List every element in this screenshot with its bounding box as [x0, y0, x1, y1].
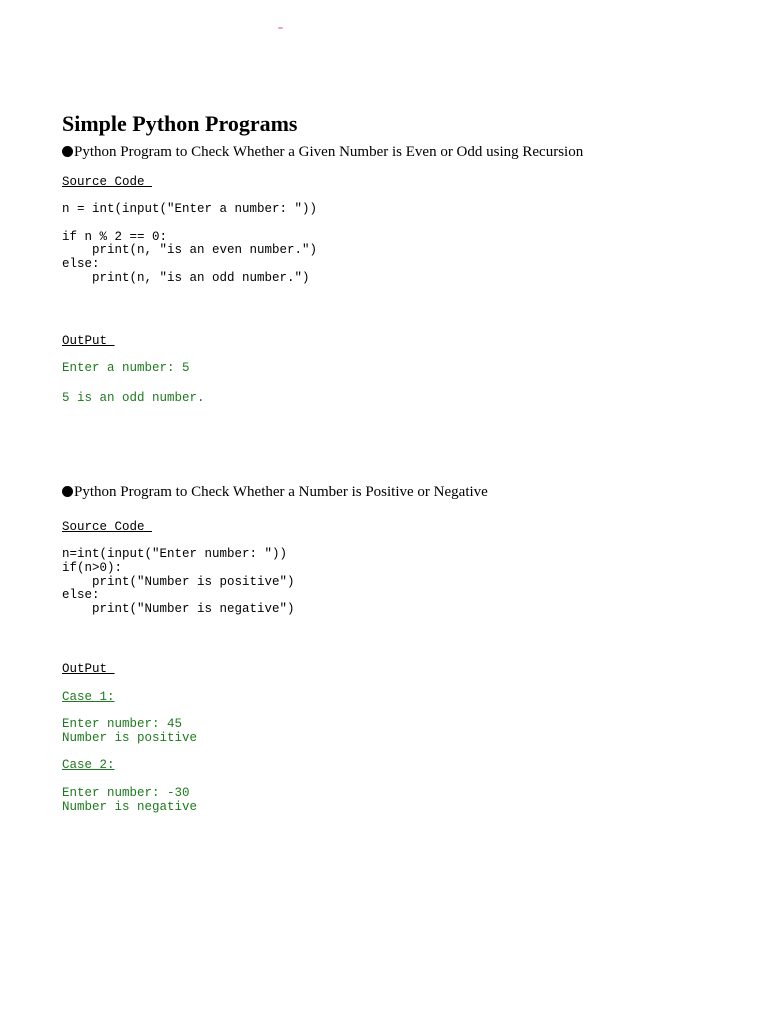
- output-line: Enter a number: 5: [62, 361, 190, 375]
- source-code-label: Source Code: [62, 175, 153, 189]
- section-heading-text: Python Program to Check Whether a Given Number is Even or Odd using Recursion: [74, 144, 584, 160]
- case-output: Enter number: 45 Number is positive: [62, 717, 198, 745]
- output-label: OutPut: [62, 334, 115, 348]
- bullet-icon: [62, 486, 73, 497]
- output-label: OutPut: [62, 662, 115, 676]
- section-heading-text: Python Program to Check Whether a Number is Positive or Negative: [74, 484, 488, 500]
- code-block: n = int(input("Enter a number: ")) if n % 2 == 0: print(n, "is an even number.") else: print(n, "is an odd number."): [62, 202, 318, 285]
- output-line: 5 is an odd number.: [62, 391, 205, 405]
- case-label: Case 1:: [62, 690, 115, 704]
- source-code-label: Source Code: [62, 520, 153, 534]
- case-label: Case 2:: [62, 758, 115, 772]
- section-heading-positive-negative: [62, 483, 488, 501]
- page-title: Simple Python Programs: [62, 111, 298, 136]
- code-block: n=int(input("Enter number: ")) if(n>0): print("Number is positive") else: print("Number is negative"): [62, 547, 295, 617]
- section-heading-even-odd: [62, 143, 583, 161]
- bullet-icon: [62, 146, 73, 157]
- case-output: Enter number: -30 Number is negative: [62, 786, 198, 814]
- decorative-mark: [278, 27, 283, 29]
